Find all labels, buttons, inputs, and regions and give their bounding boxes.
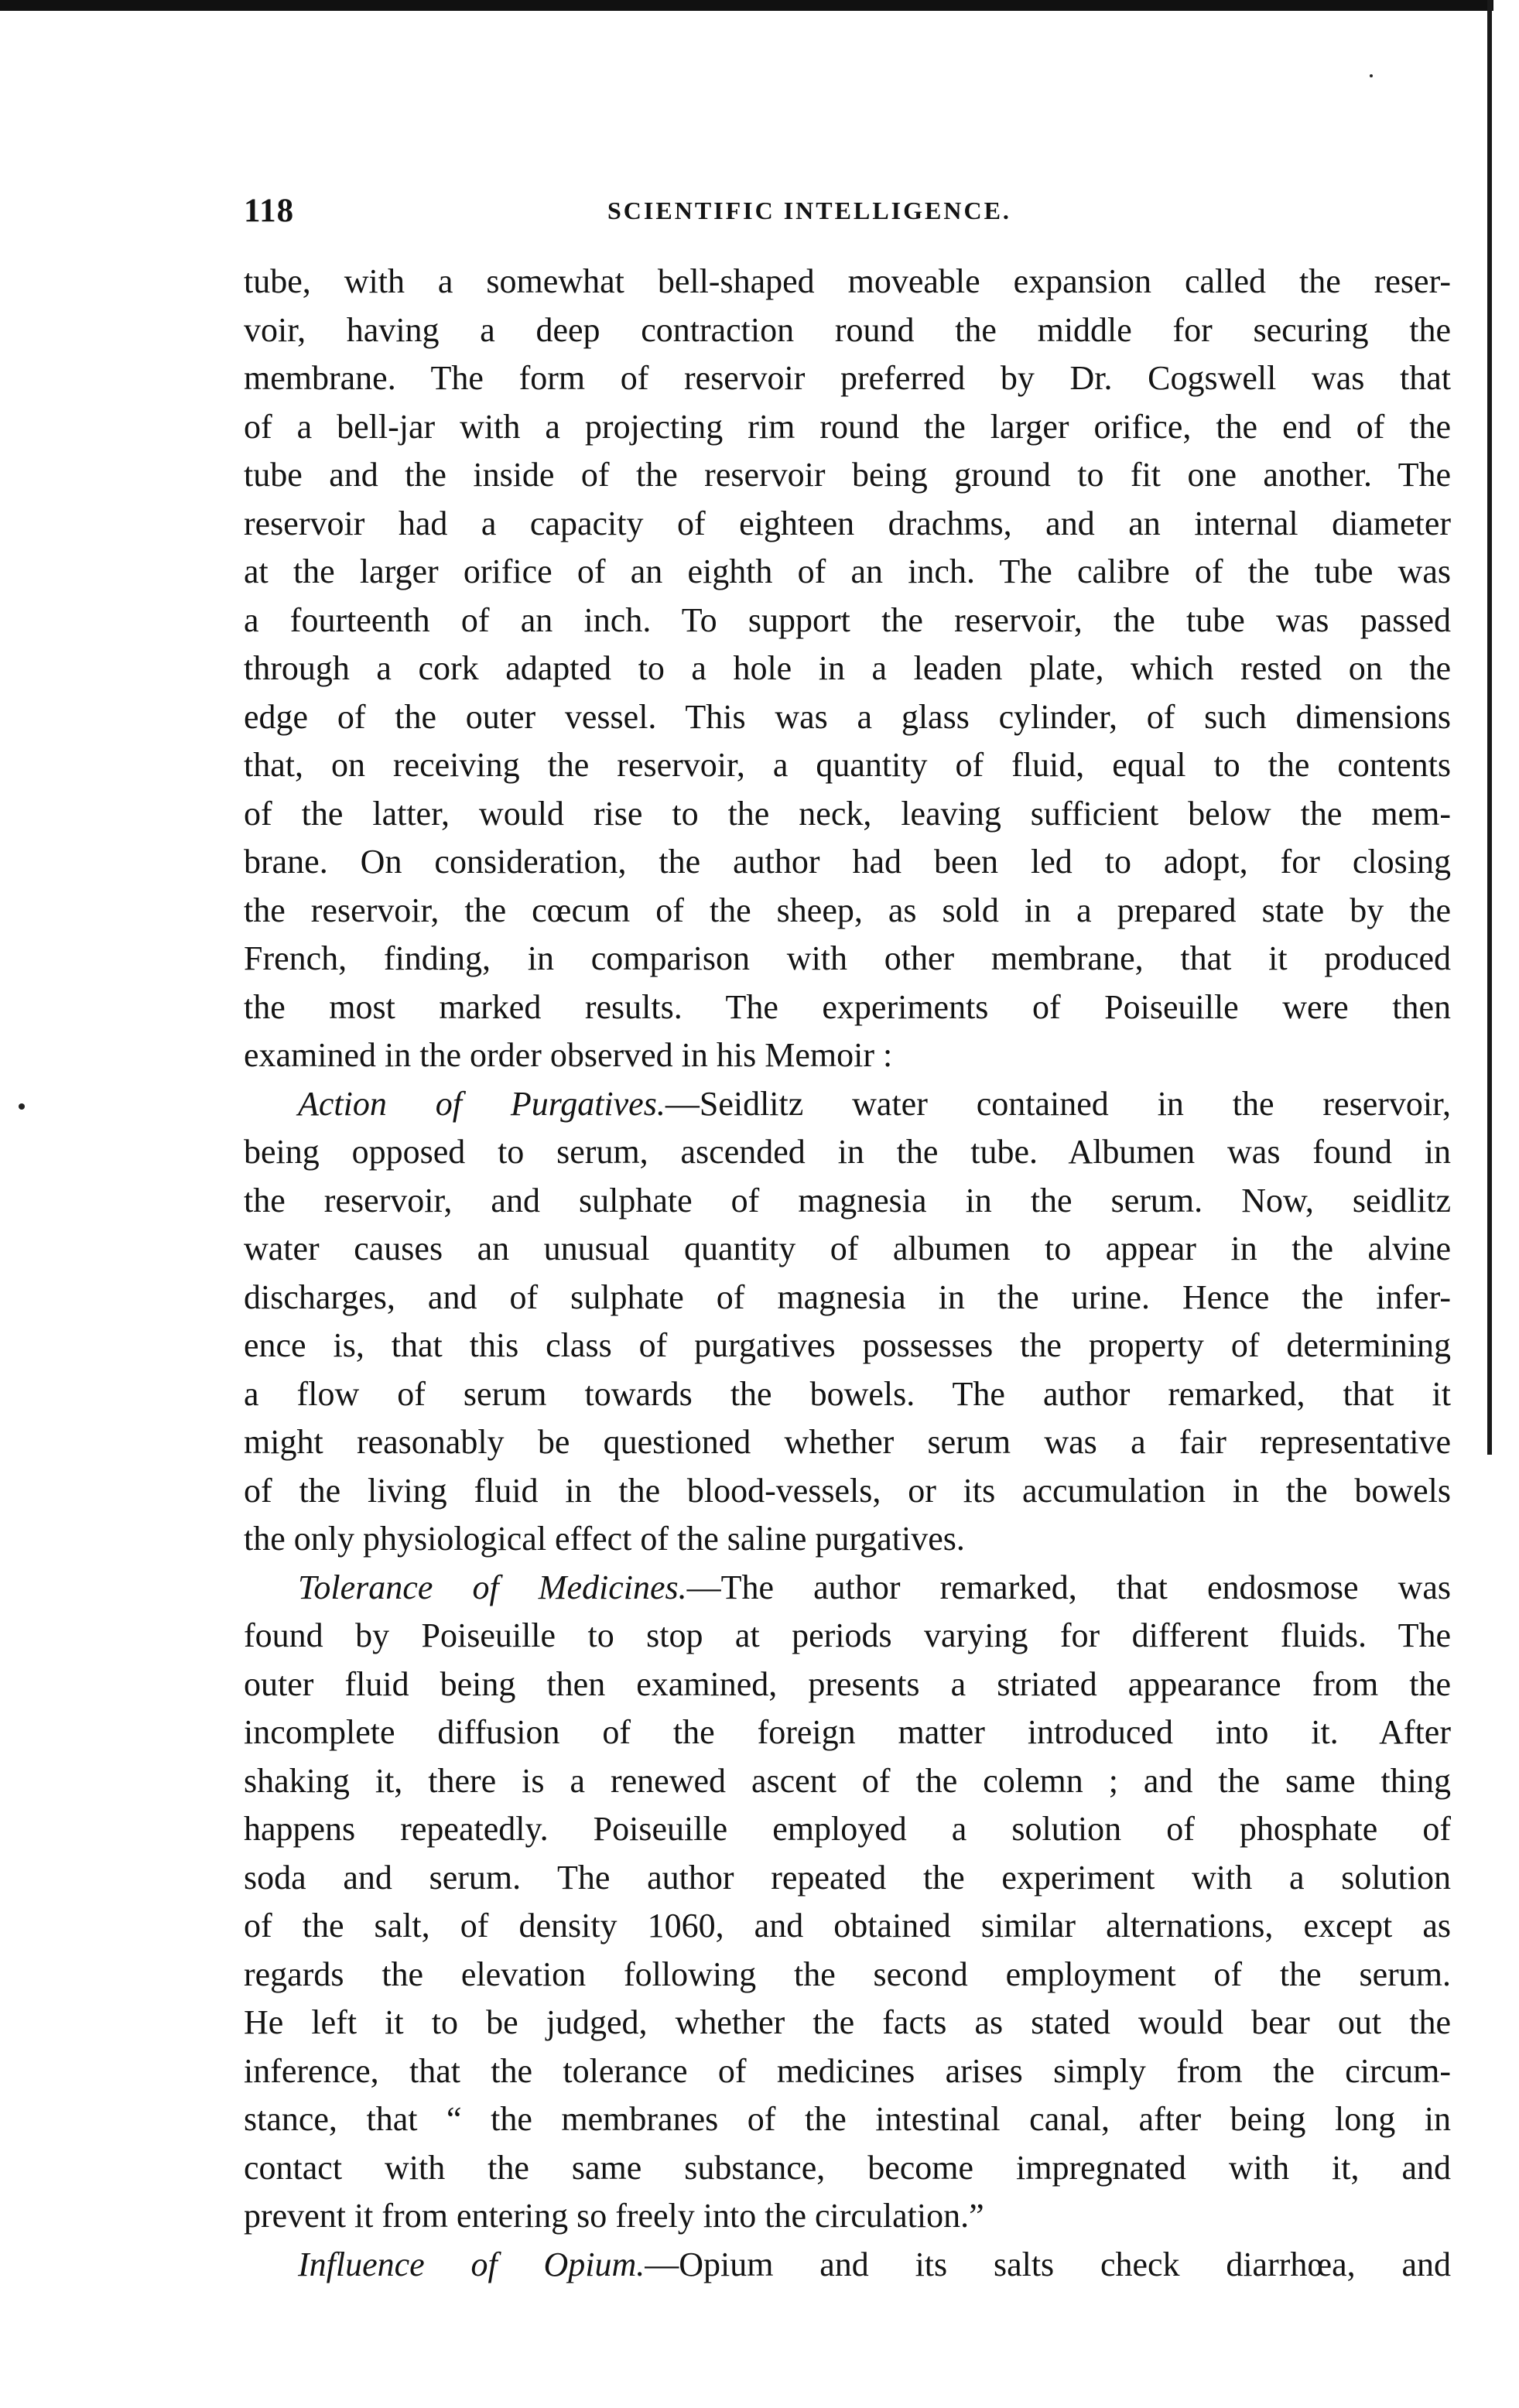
- text-line: the reservoir, and sulphate of magnesia in the serum. Now, seidlitz: [244, 1181, 1451, 1219]
- text-line: of the salt, of density 1060, and obtained similar alternations, except as: [244, 1907, 1451, 1945]
- text-line: voir, having a deep contraction round the middle for securing the: [244, 310, 1451, 349]
- text-line: membrane. The form of reservoir preferred by Dr. Cogswell was that: [244, 359, 1451, 397]
- section-lead: Influence of Opium.: [298, 2245, 645, 2283]
- text-line: [244, 1080, 1451, 1129]
- text-line: a flow of serum towards the bowels. The author remarked, that it: [244, 1374, 1451, 1413]
- text-line: soda and serum. The author repeated the experiment with a solution: [244, 1858, 1451, 1897]
- text-line: happens repeatedly. Poiseuille employed a solution of phosphate of: [244, 1810, 1451, 1848]
- text-run: —The author remarked, that endosmose was: [686, 1568, 1451, 1606]
- text-line: being opposed to serum, ascended in the tube. Albumen was found in: [244, 1133, 1451, 1171]
- text-line: contact with the same substance, become impregnated with it, and: [244, 2148, 1451, 2187]
- text-line: He left it to be judged, whether the facts as stated would bear out the: [244, 2003, 1451, 2041]
- text-line: [244, 2241, 1451, 2290]
- text-line: the reservoir, the cœcum of the sheep, as sold in a prepared state by the: [244, 891, 1451, 929]
- text-line: might reasonably be questioned whether serum was a fair representative: [244, 1423, 1451, 1461]
- text-line: water causes an unusual quantity of albumen to appear in the alvine: [244, 1230, 1451, 1267]
- running-head: SCIENTIFIC INTELLIGENCE.: [607, 197, 1011, 224]
- text-line: brane. On consideration, the author had been led to adopt, for closing: [244, 843, 1451, 881]
- text-line: stance, that “ the membranes of the intestinal canal, after being long in: [244, 2100, 1451, 2138]
- text-line: of the living fluid in the blood-vessels, or its accumulation in the bowels: [244, 1471, 1451, 1510]
- text-line: incomplete diffusion of the foreign matter introduced into it. After: [244, 1713, 1451, 1751]
- text-line: edge of the outer vessel. This was a glass cylinder, of such dimensions: [244, 697, 1451, 736]
- text-line: that, on receiving the reservoir, a quantity of fluid, equal to the contents: [244, 746, 1451, 784]
- text-line: examined in the order observed in his Memoir :: [244, 1036, 893, 1074]
- margin-mark: [19, 1103, 25, 1110]
- page-number: 118: [244, 193, 295, 229]
- margin-mark: [1370, 74, 1373, 77]
- text-line: of the latter, would rise to the neck, leaving sufficient below the mem-: [244, 794, 1451, 833]
- text-line: of a bell-jar with a projecting rim round the larger orifice, the end of the: [244, 407, 1451, 446]
- text-line: French, finding, in comparison with other membrane, that it produced: [244, 939, 1451, 977]
- text-line: through a cork adapted to a hole in a leaden plate, which rested on the: [244, 649, 1451, 687]
- right-margin-rule: [1487, 0, 1492, 1455]
- text-line: regards the elevation following the second employment of the serum.: [244, 1955, 1451, 1993]
- text-line: prevent it from entering so freely into the circulation.”: [244, 2197, 984, 2235]
- text-line: outer fluid being then examined, presents a striated appearance from the: [244, 1664, 1451, 1703]
- text-line: ence is, that this class of purgatives possesses the property of determining: [244, 1326, 1451, 1364]
- body-text: [244, 258, 1451, 2289]
- page-header: [244, 192, 1459, 231]
- top-border-rule: [0, 0, 1493, 11]
- text-line: discharges, and of sulphate of magnesia in the urine. Hence the infer-: [244, 1278, 1451, 1316]
- text-line: the only physiological effect of the saline purgatives.: [244, 1520, 965, 1558]
- text-line: at the larger orifice of an eighth of an inch. The calibre of the tube was: [244, 552, 1451, 590]
- section-lead: Tolerance of Medicines.: [298, 1568, 687, 1606]
- text-line: inference, that the tolerance of medicines arises simply from the circum-: [244, 2051, 1451, 2090]
- text-run: —Opium and its salts check diarrhœa, and: [645, 2245, 1451, 2283]
- text-line: [244, 1564, 1451, 1613]
- section-lead: Action of Purgatives.: [298, 1084, 665, 1123]
- text-line: tube, with a somewhat bell-shaped moveable expansion called the reser-: [244, 262, 1451, 300]
- text-run: —Seidlitz water contained in the reservoir,: [665, 1084, 1451, 1123]
- text-line: found by Poiseuille to stop at periods varying for different fluids. The: [244, 1616, 1451, 1654]
- text-line: tube and the inside of the reservoir being ground to fit one another. The: [244, 456, 1451, 494]
- text-line: reservoir had a capacity of eighteen drachms, and an internal diameter: [244, 504, 1451, 542]
- text-line: shaking it, there is a renewed ascent of the colemn ; and the same thing: [244, 1761, 1451, 1800]
- text-line: the most marked results. The experiments of Poiseuille were then: [244, 987, 1451, 1026]
- text-line: a fourteenth of an inch. To support the reservoir, the tube was passed: [244, 600, 1451, 639]
